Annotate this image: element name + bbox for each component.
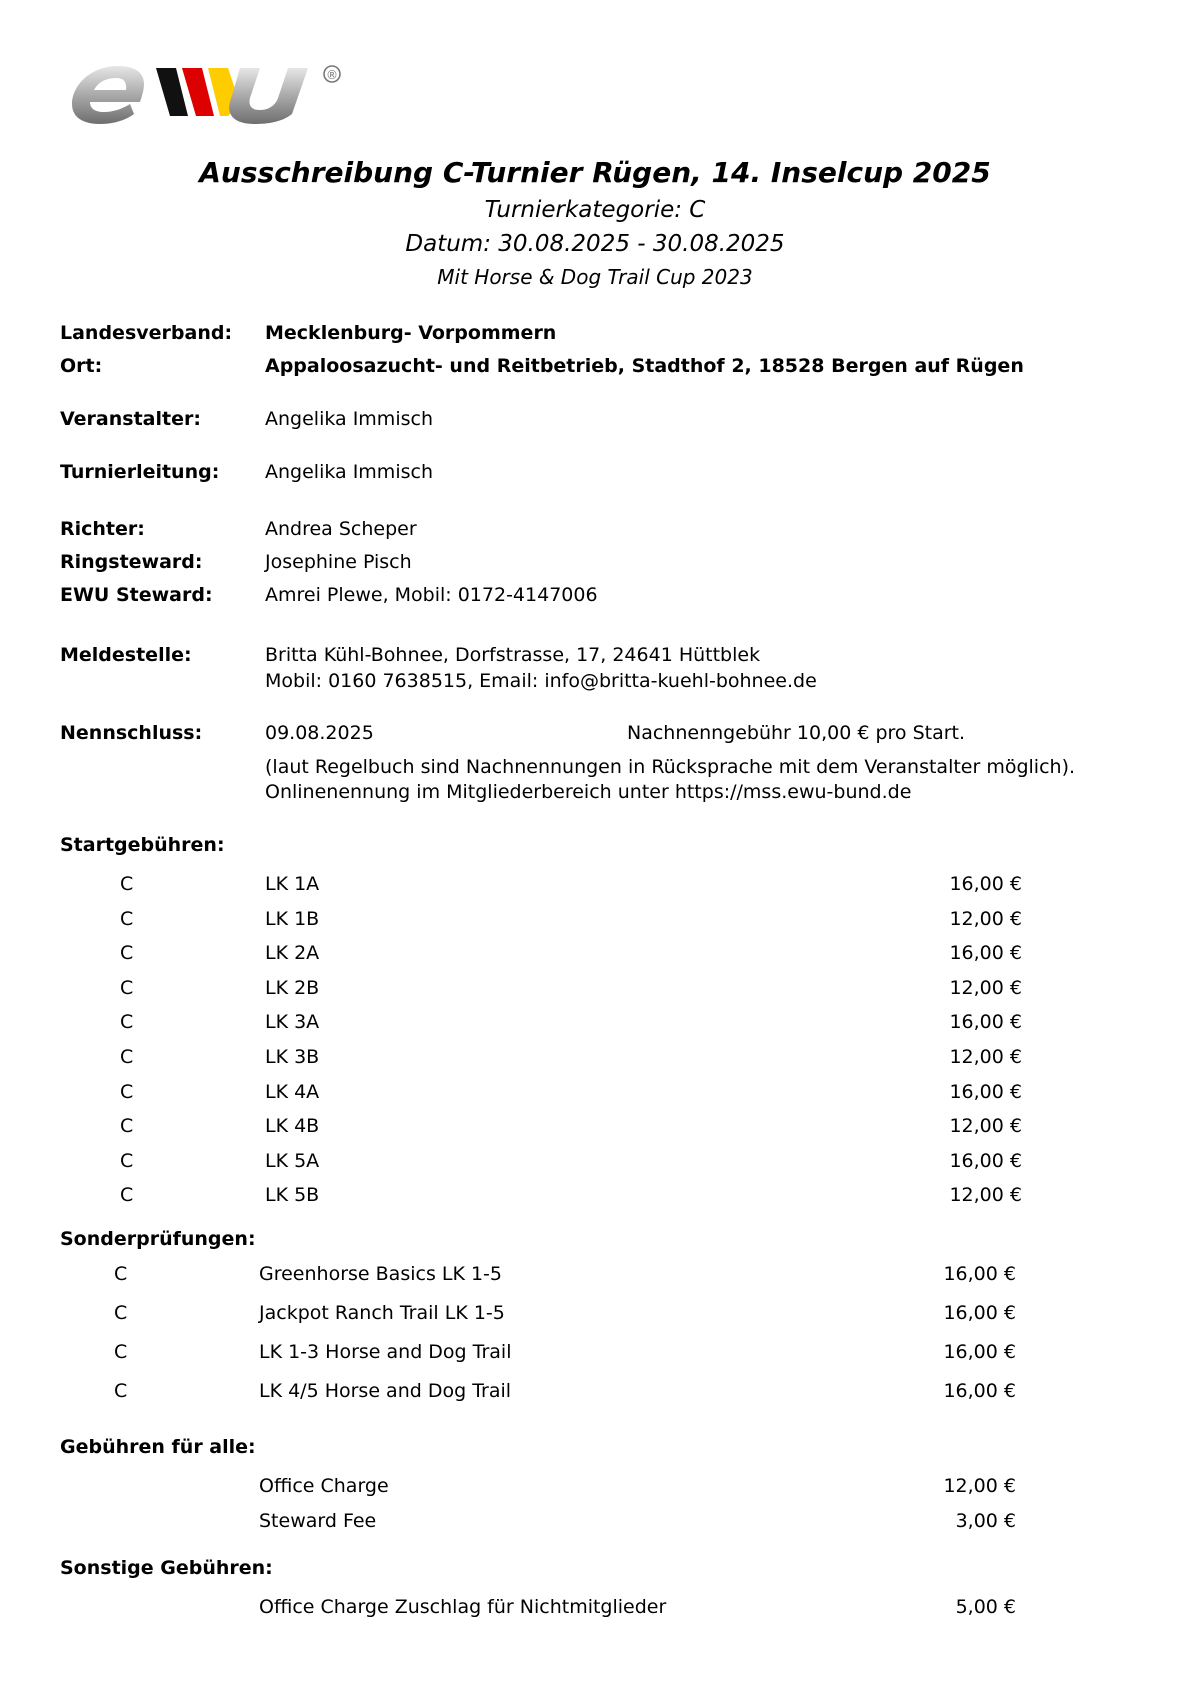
gebuehren-alle-heading: Gebühren für alle: <box>60 1436 256 1458</box>
meldestelle-line2: Mobil: 0160 7638515, Email: info@britta-kuehl-bohnee.de <box>265 670 817 692</box>
fee-category: C <box>120 976 134 999</box>
richter-label: Richter: <box>60 518 145 540</box>
fee-name: LK 4B <box>265 1115 320 1138</box>
fee-name: Jackpot Ranch Trail LK 1-5 <box>259 1302 505 1324</box>
fee-name: LK 2B <box>265 976 320 999</box>
document-title: Ausschreibung C-Turnier Rügen, 14. Inselcup 2025 <box>199 156 991 189</box>
landesverband-value: Mecklenburg- Vorpommern <box>265 322 557 344</box>
startgebuehren-heading: Startgebühren: <box>60 834 225 856</box>
fee-price: 3,00 € <box>955 1509 1016 1532</box>
fee-name: Steward Fee <box>259 1509 377 1532</box>
fee-category: C <box>114 1263 128 1285</box>
fee-category: C <box>120 1115 134 1138</box>
fee-category: C <box>120 1011 134 1034</box>
tournament-date: Datum: 30.08.2025 - 30.08.2025 <box>405 231 785 257</box>
fee-name: LK 4/5 Horse and Dog Trail <box>259 1380 512 1402</box>
fee-price: 16,00 € <box>943 1263 1016 1285</box>
fee-price: 16,00 € <box>943 1302 1016 1324</box>
fee-category: C <box>120 1149 134 1172</box>
fee-category: C <box>114 1380 128 1402</box>
fee-category: C <box>114 1302 128 1324</box>
fee-category: C <box>120 873 134 895</box>
fee-name: LK 5A <box>265 1149 320 1172</box>
fee-name: LK 1A <box>265 873 320 895</box>
fee-name: LK 5B <box>265 1184 320 1207</box>
fee-price: 12,00 € <box>943 1475 1016 1497</box>
fee-price: 16,00 € <box>949 1080 1022 1103</box>
ewu-steward-value: Amrei Plewe, Mobil: 0172-4147006 <box>265 584 598 606</box>
fee-price: 16,00 € <box>949 873 1022 895</box>
fee-name: Office Charge Zuschlag für Nichtmitglieder <box>259 1596 667 1618</box>
fee-name: LK 4A <box>265 1080 320 1103</box>
fee-name: Greenhorse Basics LK 1-5 <box>259 1263 503 1285</box>
ewu-logo <box>70 58 370 128</box>
fee-category: C <box>120 1046 134 1068</box>
turnierleitung-label: Turnierleitung: <box>60 461 220 483</box>
fee-price: 16,00 € <box>949 942 1022 965</box>
fee-name: LK 1B <box>265 907 320 930</box>
fee-price: 16,00 € <box>943 1341 1016 1363</box>
tournament-category: Turnierkategorie: C <box>484 197 706 223</box>
ringsteward-value: Josephine Pisch <box>265 551 412 573</box>
fee-price: 5,00 € <box>955 1596 1016 1618</box>
landesverband-label: Landesverband: <box>60 322 233 344</box>
document-subtitle: Mit Horse & Dog Trail Cup 2023 <box>437 265 753 289</box>
fee-category: C <box>120 942 134 965</box>
fee-name: LK 2A <box>265 942 320 965</box>
fee-price: 16,00 € <box>949 1149 1022 1172</box>
ort-label: Ort: <box>60 355 103 377</box>
fee-price: 12,00 € <box>949 1115 1022 1138</box>
onlinenennung-note: Onlinenennung im Mitgliederbereich unter https://mss.ewu-bund.de <box>265 781 912 803</box>
meldestelle-line1: Britta Kühl-Bohnee, Dorfstrasse, 17, 24641 Hüttblek <box>265 644 761 666</box>
fee-price: 12,00 € <box>949 1046 1022 1068</box>
fee-name: LK 3A <box>265 1011 320 1034</box>
ringsteward-label: Ringsteward: <box>60 551 203 573</box>
fee-name: Office Charge <box>259 1475 389 1497</box>
richter-value: Andrea Scheper <box>265 518 417 540</box>
veranstalter-value: Angelika Immisch <box>265 408 433 430</box>
nennschluss-label: Nennschluss: <box>60 722 203 744</box>
fee-category: C <box>114 1341 128 1363</box>
sonstige-gebuehren-heading: Sonstige Gebühren: <box>60 1557 273 1579</box>
ort-value: Appaloosazucht- und Reitbetrieb, Stadthof 2, 18528 Bergen auf Rügen <box>265 355 1024 377</box>
meldestelle-label: Meldestelle: <box>60 644 192 666</box>
nennschluss-value: 09.08.2025 <box>265 722 374 744</box>
fee-price: 16,00 € <box>949 1011 1022 1034</box>
fee-name: LK 1-3 Horse and Dog Trail <box>259 1341 512 1363</box>
fee-category: C <box>120 1080 134 1103</box>
fee-name: LK 3B <box>265 1046 320 1068</box>
fee-price: 12,00 € <box>949 1184 1022 1207</box>
nachnennung-note: (laut Regelbuch sind Nachnennungen in Rücksprache mit dem Veranstalter möglich). <box>265 756 1076 778</box>
registered-mark: ® <box>326 68 338 82</box>
ewu-steward-label: EWU Steward: <box>60 584 213 606</box>
sonderpruefungen-heading: Sonderprüfungen: <box>60 1228 256 1250</box>
veranstalter-label: Veranstalter: <box>60 408 201 430</box>
ewu-logo-graphic <box>70 58 370 128</box>
fee-category: C <box>120 907 134 930</box>
fee-price: 12,00 € <box>949 976 1022 999</box>
fee-price: 12,00 € <box>949 907 1022 930</box>
turnierleitung-value: Angelika Immisch <box>265 461 433 483</box>
nachnenngebuehr: Nachnenngebühr 10,00 € pro Start. <box>627 722 966 744</box>
fee-category: C <box>120 1184 134 1207</box>
fee-price: 16,00 € <box>943 1380 1016 1402</box>
